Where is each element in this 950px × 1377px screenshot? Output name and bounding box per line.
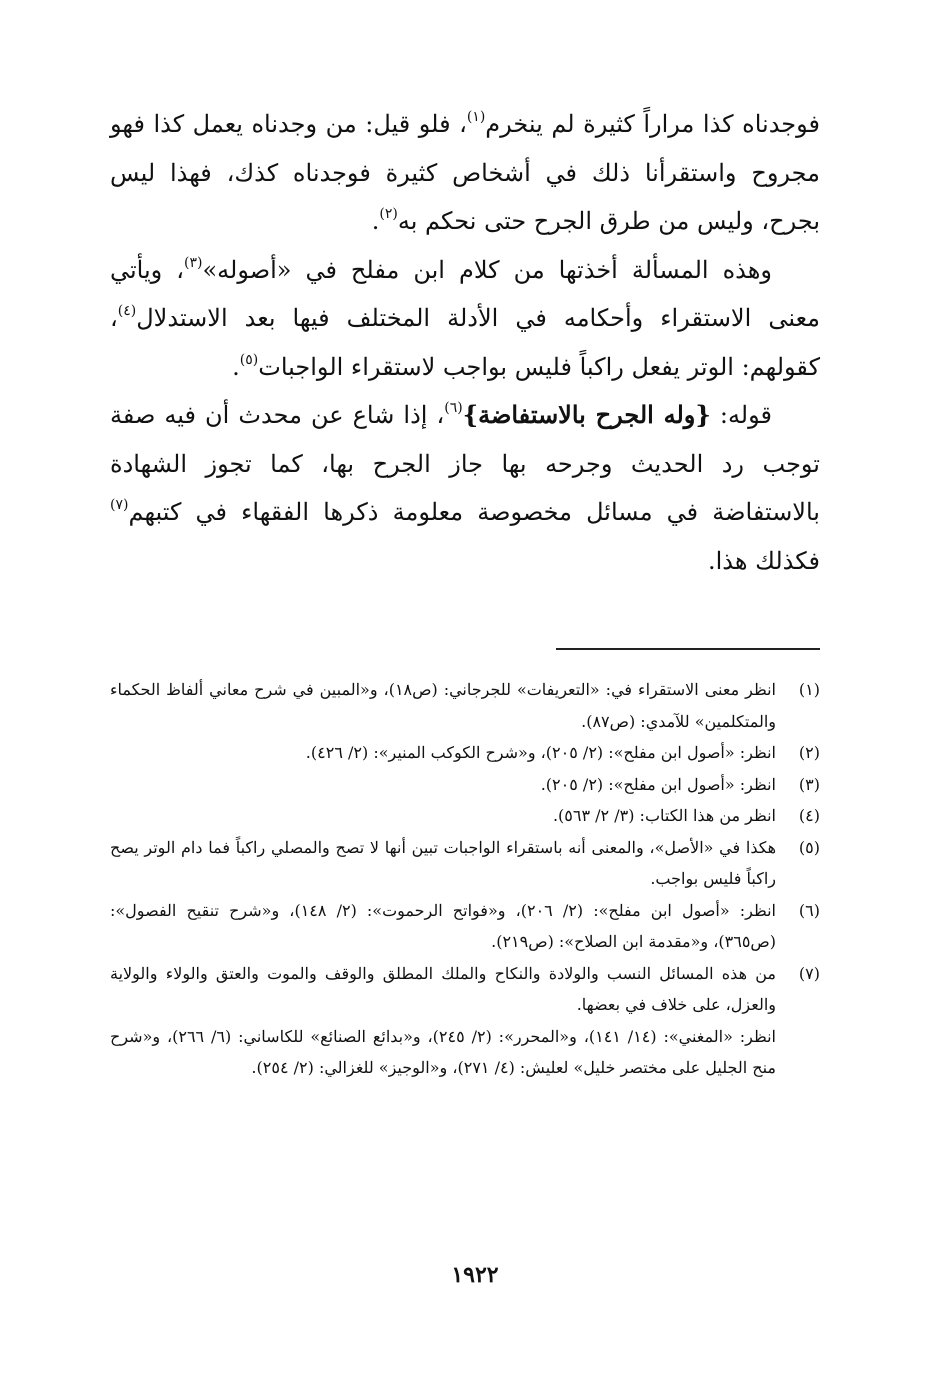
footnote	[110, 737, 820, 769]
text-run: فوجدناه كذا مراراً كثيرة لم ينخرم	[485, 110, 821, 138]
footnote-ref: (٣)	[184, 254, 203, 271]
paragraph	[110, 100, 820, 246]
text-run: ، ويأتي معنى الاستقراء وأحكامه في الأدلة المختلف فيها بعد الاستدلال	[110, 255, 820, 332]
footnote-text: انظر من هذا الكتاب: (٣/ ٢/ ٥٦٣).	[552, 806, 776, 825]
paragraph	[110, 246, 820, 392]
footnote-number: (٦)	[798, 900, 820, 920]
page	[110, 100, 821, 1077]
footnote-ref: (٧)	[110, 497, 129, 513]
footnote-ref: (٦)	[444, 400, 463, 416]
footnote	[110, 769, 820, 801]
footnote	[110, 800, 820, 832]
footnote-text: انظر: «أصول ابن مفلح»: (٢/ ٢٠٦)، و«فواتح الرحموت»: (٢/ ١٤٨)، و«شرح تنقيح الفصول»: (ص٣٦٥)، و«مقدمة ابن الصلاح»: (ص٢١٩).	[110, 900, 776, 951]
footnote	[110, 895, 820, 958]
text-run: .	[371, 207, 380, 235]
text-run: وهذه المسألة أخذتها من كلام ابن مفلح في «أصوله»	[202, 255, 773, 284]
paragraph	[110, 391, 820, 585]
text-run: ، فلو قيل: من وجدناه يعمل كذا فهو مجروح واستقرأنا ذلك في أشخاص كثيرة فوجدناه كذك، فهذا ليس بجرح، وليس من طرق الجرح حتى نحكم به	[110, 110, 820, 235]
footnote-ref: (٥)	[239, 351, 259, 368]
footnotes	[110, 674, 820, 1084]
footnote-number: (٣)	[798, 774, 820, 794]
footnote	[110, 958, 820, 1084]
footnote	[110, 674, 820, 737]
footnote-number: (٤)	[798, 806, 820, 825]
text-run: قوله:	[710, 401, 772, 429]
footnote-ref: (٢)	[379, 206, 398, 222]
page-number: ١٩٢٢	[451, 1262, 499, 1288]
footnote-text: من هذه المسائل النسب والولادة والنكاح والملك المطلق والوقف والموت والعتق والولاء والولاية والعزل، على خلاف في بعضها. انظر: «المغني»: (١٤/ ١٤١)، و«المحرر»: (٢/ ٢٤٥)، و«بدائع الصنائع» للكاساني: (٦/ ٢٦٦)، و«شرح منح الجليل على مختصر خليل» لعليش: (٤/ ٢٧١)، و«الوجيز» للغزالي: (٢/ ٢٥٤).	[110, 963, 776, 1077]
footnote-text: انظر: «أصول ابن مفلح»: (٢/ ٢٠٥)، و«شرح الكوكب المنير»: (٢/ ٤٢٦).	[305, 743, 776, 762]
footnote-number: (١)	[798, 680, 820, 699]
footnote-ref: (١)	[466, 109, 486, 125]
text-run: .	[232, 352, 240, 381]
text-run: ، كقولهم: الوتر يفعل راكباً فليس بواجب لاستقراء الواجبات	[110, 304, 820, 381]
main-text	[110, 100, 820, 585]
footnote-number: (٢)	[798, 743, 820, 762]
footnote	[110, 832, 820, 895]
quoted-phrase: {وله الجرح بالاستفاضة}	[462, 400, 711, 429]
footnote-ref: (٤)	[117, 303, 137, 319]
text-run: فكذلك هذا.	[707, 546, 820, 575]
text-run: ، إذا شاع عن محدث أن فيه صفة توجب رد الحديث وجرحه بها جاز الجرح بها، كما تجوز الشهادة بالاستفاضة في مسائل مخصوصة معلومة ذكرها الفقهاء في كتبهم	[110, 401, 820, 526]
footnote-text: انظر: «أصول ابن مفلح»: (٢/ ٢٠٥).	[540, 774, 776, 794]
footnote-number: (٥)	[798, 837, 820, 857]
footnote-text: انظر معنى الاستقراء في: «التعريفات» للجرجاني: (ص١٨)، و«المبين في شرح معاني ألفاظ الحكماء والمتكلمين» للآمدي: (ص٨٧).	[110, 680, 776, 731]
footnote-separator	[556, 648, 820, 650]
footnote-text: هكذا في «الأصل»، والمعنى أنه باستقراء الواجبات تبين أنها لا تصح والمصلي راكباً فما دام الوتر يصح راكباً فليس بواجب.	[110, 837, 776, 888]
footnote-number: (٧)	[798, 963, 820, 983]
